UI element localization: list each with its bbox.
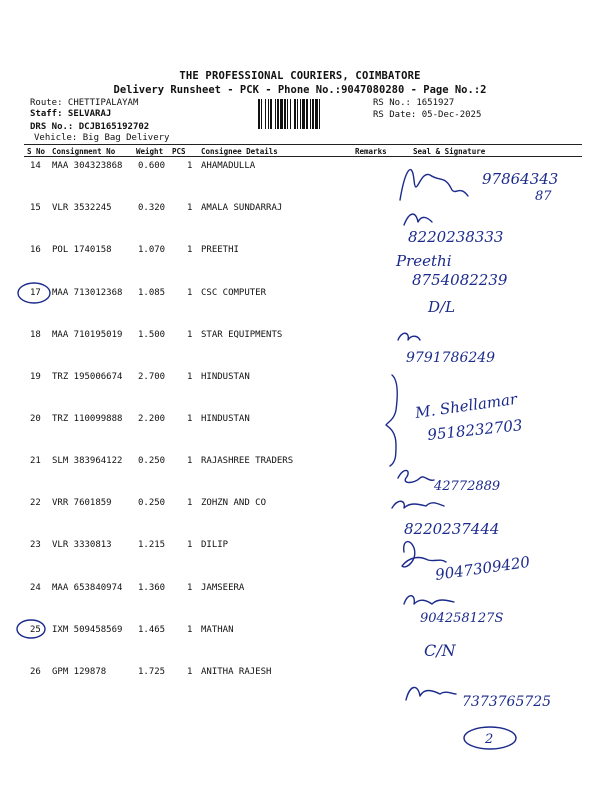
row-consignment: VLR 3330813 <box>52 540 112 550</box>
row-consignment: MAA 713012368 <box>52 288 123 298</box>
row-consignment: MAA 653840974 <box>52 583 123 593</box>
row-pcs: 1 <box>187 372 193 382</box>
sig18-phone: 9791786249 <box>406 350 496 366</box>
col-remarks: Remarks <box>355 147 387 156</box>
row-sno: 24 <box>30 583 41 593</box>
row-pcs: 1 <box>187 414 193 424</box>
signature-24 <box>404 596 454 604</box>
row-pcs: 1 <box>187 667 193 677</box>
row-sno: 17 <box>30 288 41 298</box>
row-consignee: RAJASHREE TRADERS <box>201 456 294 466</box>
row-weight: 1.500 <box>138 330 166 340</box>
signature-15 <box>404 214 432 225</box>
row-sno: 14 <box>30 161 41 171</box>
col-sno: S No <box>27 147 46 156</box>
row-pcs: 1 <box>187 498 193 508</box>
sig25-note: C/N <box>424 641 456 660</box>
brace-19-20 <box>386 375 397 466</box>
row-consignment: SLM 383964122 <box>52 456 123 466</box>
row-consignment: MAA 304323868 <box>52 161 123 171</box>
row-weight: 1.360 <box>138 583 166 593</box>
col-weight: Weight <box>136 147 164 156</box>
signature-18 <box>398 333 420 340</box>
row-consignee: MATHAN <box>201 625 234 635</box>
sig16-name: Preethi <box>396 252 452 270</box>
sig26-phone: 7373765725 <box>462 694 552 710</box>
row-weight: 0.600 <box>138 161 166 171</box>
signature-14 <box>400 170 468 200</box>
row-consignee: AMALA SUNDARRAJ <box>201 203 283 213</box>
row-consignment: TRZ 195006674 <box>52 372 123 382</box>
row-consignee: ZOHZN AND CO <box>201 498 267 508</box>
row-weight: 1.725 <box>138 667 166 677</box>
sig23-phone: 9047309420 <box>434 552 532 584</box>
sig19-20-name: M. Shellamar <box>414 389 519 422</box>
row-consignee: HINDUSTAN <box>201 372 250 382</box>
sig21-phone: 42772889 <box>434 479 501 494</box>
row-weight: 1.465 <box>138 625 166 635</box>
row-consignment: VRR 7601859 <box>52 498 112 508</box>
row-pcs: 1 <box>187 203 193 213</box>
signature-26 <box>406 687 456 700</box>
row-consignment: TRZ 110099888 <box>52 414 123 424</box>
sig14-phone: 97864343 <box>482 170 559 188</box>
row-sno: 15 <box>30 203 41 213</box>
col-seal-signature: Seal & Signature <box>413 147 486 156</box>
row-consignment: IXM 509458569 <box>52 625 123 635</box>
row-weight: 0.250 <box>138 498 166 508</box>
rs-number: RS No.: 1651927 <box>373 98 455 108</box>
row-weight: 2.700 <box>138 372 166 382</box>
row-sno: 19 <box>30 372 41 382</box>
signature-22 <box>392 501 444 508</box>
row-weight: 0.250 <box>138 456 166 466</box>
col-consignee: Consignee Details <box>201 147 278 156</box>
sig24-phone: 904258127S <box>420 611 504 626</box>
row-weight: 1.215 <box>138 540 166 550</box>
sig17-note: D/L <box>428 298 456 316</box>
row-pcs: 1 <box>187 625 193 635</box>
row-consignment: MAA 710195019 <box>52 330 123 340</box>
row-pcs: 1 <box>187 288 193 298</box>
row-sno: 23 <box>30 540 41 550</box>
signature-21 <box>398 470 434 482</box>
row-weight: 2.200 <box>138 414 166 424</box>
drs-label: DRS No.: DCJB165192702 <box>30 122 150 132</box>
row-pcs: 1 <box>187 583 193 593</box>
sig15-phone: 8220238333 <box>408 228 504 246</box>
row-consignee: DILIP <box>201 540 229 550</box>
row-consignment: GPM 129878 <box>52 667 107 677</box>
row-pcs: 1 <box>187 330 193 340</box>
company-title: THE PROFESSIONAL COURIERS, COIMBATORE <box>179 70 421 82</box>
sig19-20-phone: 9518232703 <box>426 416 524 444</box>
sig14-extra: 87 <box>535 189 552 204</box>
row-weight: 0.320 <box>138 203 166 213</box>
circle-mark-17 <box>18 283 50 303</box>
row-pcs: 1 <box>187 245 193 255</box>
sig22-phone: 8220237444 <box>404 520 500 538</box>
row-pcs: 1 <box>187 456 193 466</box>
signature-23 <box>402 542 446 567</box>
row-pcs: 1 <box>187 540 193 550</box>
row-consignee: PREETHI <box>201 245 239 255</box>
row-consignment: POL 1740158 <box>52 245 112 255</box>
row-consignee: JAMSEERA <box>201 583 245 593</box>
sig16-phone: 8754082239 <box>412 271 508 289</box>
row-sno: 26 <box>30 667 41 677</box>
vehicle-label: Vehicle: Big Bag Delivery <box>34 133 170 143</box>
col-pcs: PCS <box>172 147 186 156</box>
row-sno: 18 <box>30 330 41 340</box>
row-pcs: 1 <box>187 161 193 171</box>
row-consignment: VLR 3532245 <box>52 203 112 213</box>
row-sno: 21 <box>30 456 41 466</box>
staff-label: Staff: SELVARAJ <box>30 109 112 119</box>
row-consignee: CSC COMPUTER <box>201 288 267 298</box>
row-consignee: ANITHA RAJESH <box>201 667 272 677</box>
circle-mark-25 <box>17 620 45 638</box>
runsheet-subtitle: Delivery Runsheet - PCK - Phone No.:9047080280 - Page No.:2 <box>113 84 487 96</box>
page-mark: 2 <box>485 732 494 747</box>
row-sno: 25 <box>30 625 41 635</box>
col-consignment: Consignment No <box>52 147 116 156</box>
row-consignee: STAR EQUIPMENTS <box>201 330 283 340</box>
row-weight: 1.070 <box>138 245 166 255</box>
rs-date: RS Date: 05-Dec-2025 <box>373 110 482 120</box>
row-sno: 22 <box>30 498 41 508</box>
row-sno: 20 <box>30 414 41 424</box>
row-weight: 1.085 <box>138 288 166 298</box>
route-label: Route: CHETTIPALAYAM <box>30 98 139 108</box>
row-consignee: HINDUSTAN <box>201 414 250 424</box>
row-sno: 16 <box>30 245 41 255</box>
row-consignee: AHAMADULLA <box>201 161 256 171</box>
